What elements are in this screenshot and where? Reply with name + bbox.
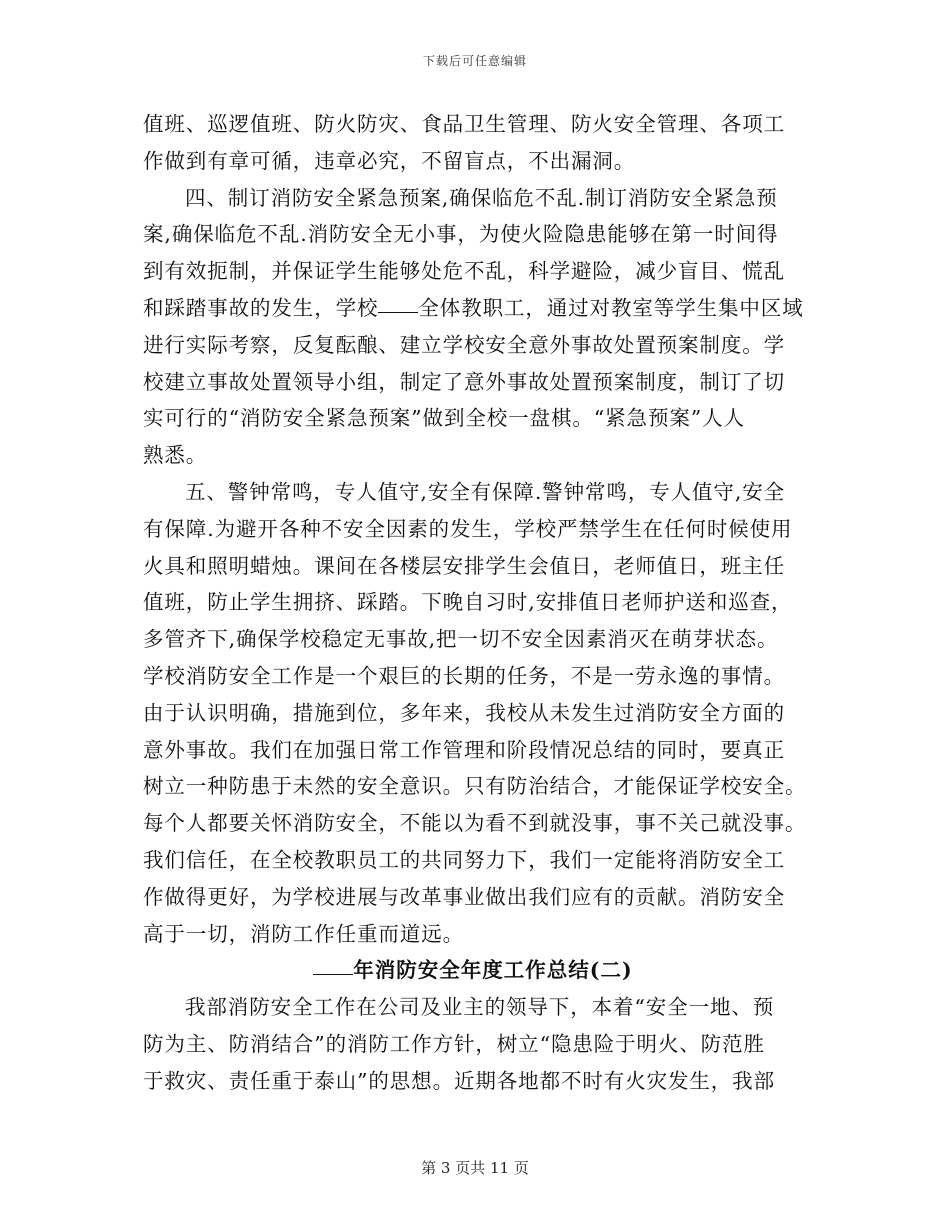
text-line: 作做得更好，为学校进展与改革事业做出我们应有的贡献。消防安全 (143, 884, 785, 909)
text-line: 五、警钟常鸣，专人值守,安全有保障.警钟常鸣，专人值守,安全 (185, 479, 786, 504)
text-line: 我们信任，在全校教职员工的共同努力下，我们一定能将消防安全工 (143, 847, 785, 872)
text-line: 进行实际考察，反复酝酿、建立学校安全意外事故处置预案制度。学 (143, 332, 785, 357)
text-line: 高于一切，消防工作任重而道远。 (143, 921, 464, 946)
text-line: 于救灾、责任重于泰山”的思想。近期各地都不时有火灾发生，我部 (143, 1068, 775, 1093)
text-line: 我部消防安全工作在公司及业主的领导下，本着“安全一地、预 (185, 995, 775, 1020)
paragraph-block-1 (143, 106, 807, 952)
fill-in-blank (378, 311, 418, 313)
text-line: 意外事故。我们在加强日常工作管理和阶段情况总结的同时，要真正 (143, 737, 785, 762)
text-line: 案,确保临危不乱.消防安全无小事，为使火险隐患能够在第一时间得 (143, 222, 779, 247)
text-line: 学校消防安全工作是一个艰巨的长期的任务，不是一劳永逸的事情。 (143, 663, 785, 688)
text-line-with-blank (143, 290, 803, 327)
text-segment: 和踩踏事故的发生，学校 (143, 295, 379, 320)
section-title (143, 952, 803, 989)
text-line: 四、制订消防安全紧急预案,确保临危不乱.制订消防安全紧急预 (185, 185, 778, 210)
text-line: 防为主、防消结合”的消防工作方针，树立“隐患险于明火、防范胜 (143, 1031, 765, 1056)
text-line: 校建立事故处置领导小组，制定了意外事故处置预案制度，制订了切 (143, 369, 785, 394)
document-body (143, 106, 807, 1100)
text-line: 值班，防止学生拥挤、踩踏。下晚自习时,安排值日老师护送和巡查， (143, 590, 793, 615)
page-number-footer: 第 3 页共 11 页 (421, 1159, 529, 1177)
text-line: 实可行的“消防安全紧急预案”做到全校一盘棋。“紧急预案”人人 (143, 406, 745, 431)
text-segment: 全体教职工，通过对教室等学生集中区域 (418, 295, 804, 320)
text-line: 到有效扼制，并保证学生能够处危不乱，科学避险，减少盲目、慌乱 (143, 259, 785, 284)
text-line: 每个人都要关怀消防安全，不能以为看不到就没事，事不关己就没事。 (143, 811, 807, 836)
paragraph-block-2 (143, 989, 803, 1099)
page-header: 下载后可任意编辑 (422, 54, 527, 68)
section-title-text: 年消防安全年度工作总结(二) (353, 958, 633, 983)
text-line: 火具和照明蜡烛。课间在各楼层安排学生会值日，老师值日，班主任 (143, 553, 785, 578)
text-line: 熟悉。 (143, 443, 208, 468)
text-line: 有保障.为避开各种不安全因素的发生，学校严禁学生在任何时候使用 (143, 516, 793, 541)
text-line: 由于认识明确，措施到位，多年来，我校从未发生过消防安全方面的 (143, 700, 785, 725)
text-line: 作做到有章可循，违章必究，不留盲点，不出漏洞。 (143, 148, 636, 173)
title-blank (313, 973, 353, 975)
text-line: 多管齐下,确保学校稳定无事故,把一切不安全因素消灭在萌芽状态。 (143, 627, 779, 652)
text-line: 值班、巡逻值班、防火防灾、食品卫生管理、防火安全管理、各项工 (143, 112, 785, 136)
text-line: 树立一种防患于未然的安全意识。只有防治结合，才能保证学校安全。 (143, 774, 807, 799)
